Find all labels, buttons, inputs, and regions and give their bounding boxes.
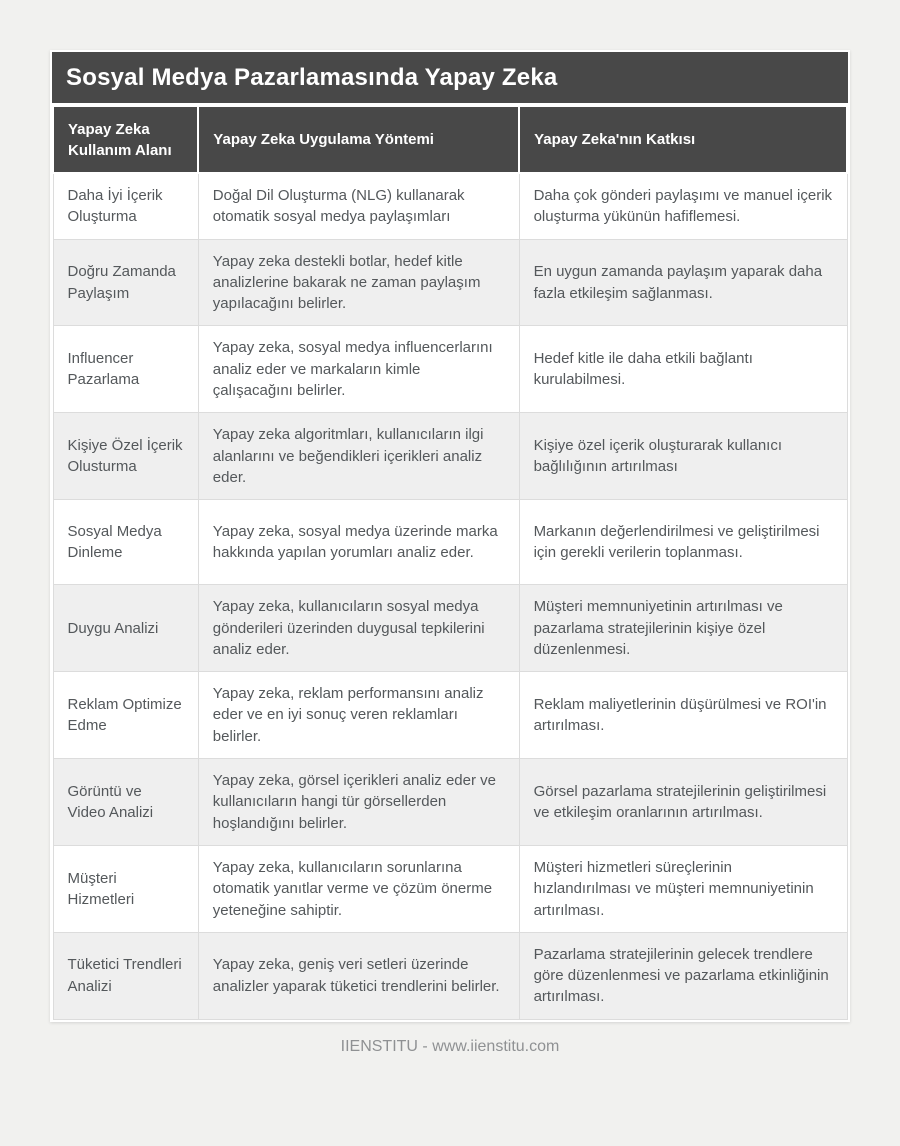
header-row	[53, 106, 847, 173]
cell-contribution: Müşteri memnuniyetinin artırılması ve pazarlama stratejilerinin kişiye özel düzenlenmesi.	[519, 585, 847, 672]
table-header	[53, 106, 847, 173]
cell-usage-area: Görüntü ve Video Analizi	[53, 759, 198, 846]
cell-usage-area: Influencer Pazarlama	[53, 326, 198, 413]
table-row	[53, 759, 847, 846]
cell-usage-area: Duygu Analizi	[53, 585, 198, 672]
table-row	[53, 845, 847, 932]
column-header-usage-area: Yapay Zeka Kullanım Alanı	[53, 106, 198, 173]
cell-application-method: Yapay zeka algoritmları, kullanıcıların ilgi alanlarını ve beğendikleri içerikleri analiz eder.	[198, 413, 519, 500]
table-body	[53, 173, 847, 1019]
table-row	[53, 500, 847, 585]
cell-contribution: Pazarlama stratejilerinin gelecek trendlere göre düzenlenmesi ve pazarlama etkinliğinin artırılması.	[519, 932, 847, 1019]
cell-application-method: Yapay zeka, geniş veri setleri üzerinde analizler yaparak tüketici trendlerini belirler.	[198, 932, 519, 1019]
footer-credit: IIENSTITU - www.iienstitu.com	[340, 1037, 560, 1055]
column-header-contribution: Yapay Zeka'nın Katkısı	[519, 106, 847, 173]
cell-contribution: Görsel pazarlama stratejilerinin geliştirilmesi ve etkileşim oranlarının artırılması.	[519, 759, 847, 846]
cell-contribution: Markanın değerlendirilmesi ve geliştirilmesi için gerekli verilerin toplanması.	[519, 500, 847, 585]
cell-contribution: Kişiye özel içerik oluşturarak kullanıcı bağlılığının artırılması	[519, 413, 847, 500]
column-header-application-method: Yapay Zeka Uygulama Yöntemi	[198, 106, 519, 173]
cell-application-method: Yapay zeka, kullanıcıların sorunlarına otomatik yanıtlar verme ve çözüm önerme yeteneğine sahiptir.	[198, 845, 519, 932]
cell-contribution: En uygun zamanda paylaşım yaparak daha fazla etkileşim sağlanması.	[519, 239, 847, 326]
cell-usage-area: Daha İyi İçerik Oluşturma	[53, 173, 198, 239]
ai-social-media-table	[50, 50, 850, 1022]
cell-application-method: Yapay zeka, kullanıcıların sosyal medya gönderileri üzerinden duygusal tepkilerini analiz eder.	[198, 585, 519, 672]
cell-application-method: Yapay zeka destekli botlar, hedef kitle analizlerine bakarak ne zaman paylaşım yapılacağını belirler.	[198, 239, 519, 326]
cell-contribution: Müşteri hizmetleri süreçlerinin hızlandırılması ve müşteri memnuniyetinin artırılması.	[519, 845, 847, 932]
table-row	[53, 173, 847, 239]
cell-application-method: Yapay zeka, sosyal medya influencerlarını analiz eder ve markaların kimle çalışacağını belirler.	[198, 326, 519, 413]
table-row	[53, 672, 847, 759]
cell-application-method: Yapay zeka, görsel içerikleri analiz eder ve kullanıcıların hangi tür görsellerden hoşlandığını belirler.	[198, 759, 519, 846]
table-title: Sosyal Medya Pazarlamasında Yapay Zeka	[52, 52, 848, 103]
cell-usage-area: Doğru Zamanda Paylaşım	[53, 239, 198, 326]
cell-usage-area: Tüketici Trendleri Analizi	[53, 932, 198, 1019]
cell-application-method: Yapay zeka, sosyal medya üzerinde marka hakkında yapılan yorumları analiz eder.	[198, 500, 519, 585]
cell-application-method: Yapay zeka, reklam performansını analiz eder ve en iyi sonuç veren reklamları belirler.	[198, 672, 519, 759]
table-row	[53, 585, 847, 672]
cell-usage-area: Kişiye Özel İçerik Olusturma	[53, 413, 198, 500]
cell-usage-area: Müşteri Hizmetleri	[53, 845, 198, 932]
table-row	[53, 239, 847, 326]
cell-contribution: Daha çok gönderi paylaşımı ve manuel içerik oluşturma yükünün hafiflemesi.	[519, 173, 847, 239]
cell-usage-area: Reklam Optimize Edme	[53, 672, 198, 759]
table-row	[53, 932, 847, 1019]
cell-contribution: Hedef kitle ile daha etkili bağlantı kurulabilmesi.	[519, 326, 847, 413]
cell-application-method: Doğal Dil Oluşturma (NLG) kullanarak otomatik sosyal medya paylaşımları	[198, 173, 519, 239]
data-table	[52, 105, 848, 1020]
cell-usage-area: Sosyal Medya Dinleme	[53, 500, 198, 585]
table-row	[53, 326, 847, 413]
cell-contribution: Reklam maliyetlerinin düşürülmesi ve ROI'in artırılması.	[519, 672, 847, 759]
table-row	[53, 413, 847, 500]
